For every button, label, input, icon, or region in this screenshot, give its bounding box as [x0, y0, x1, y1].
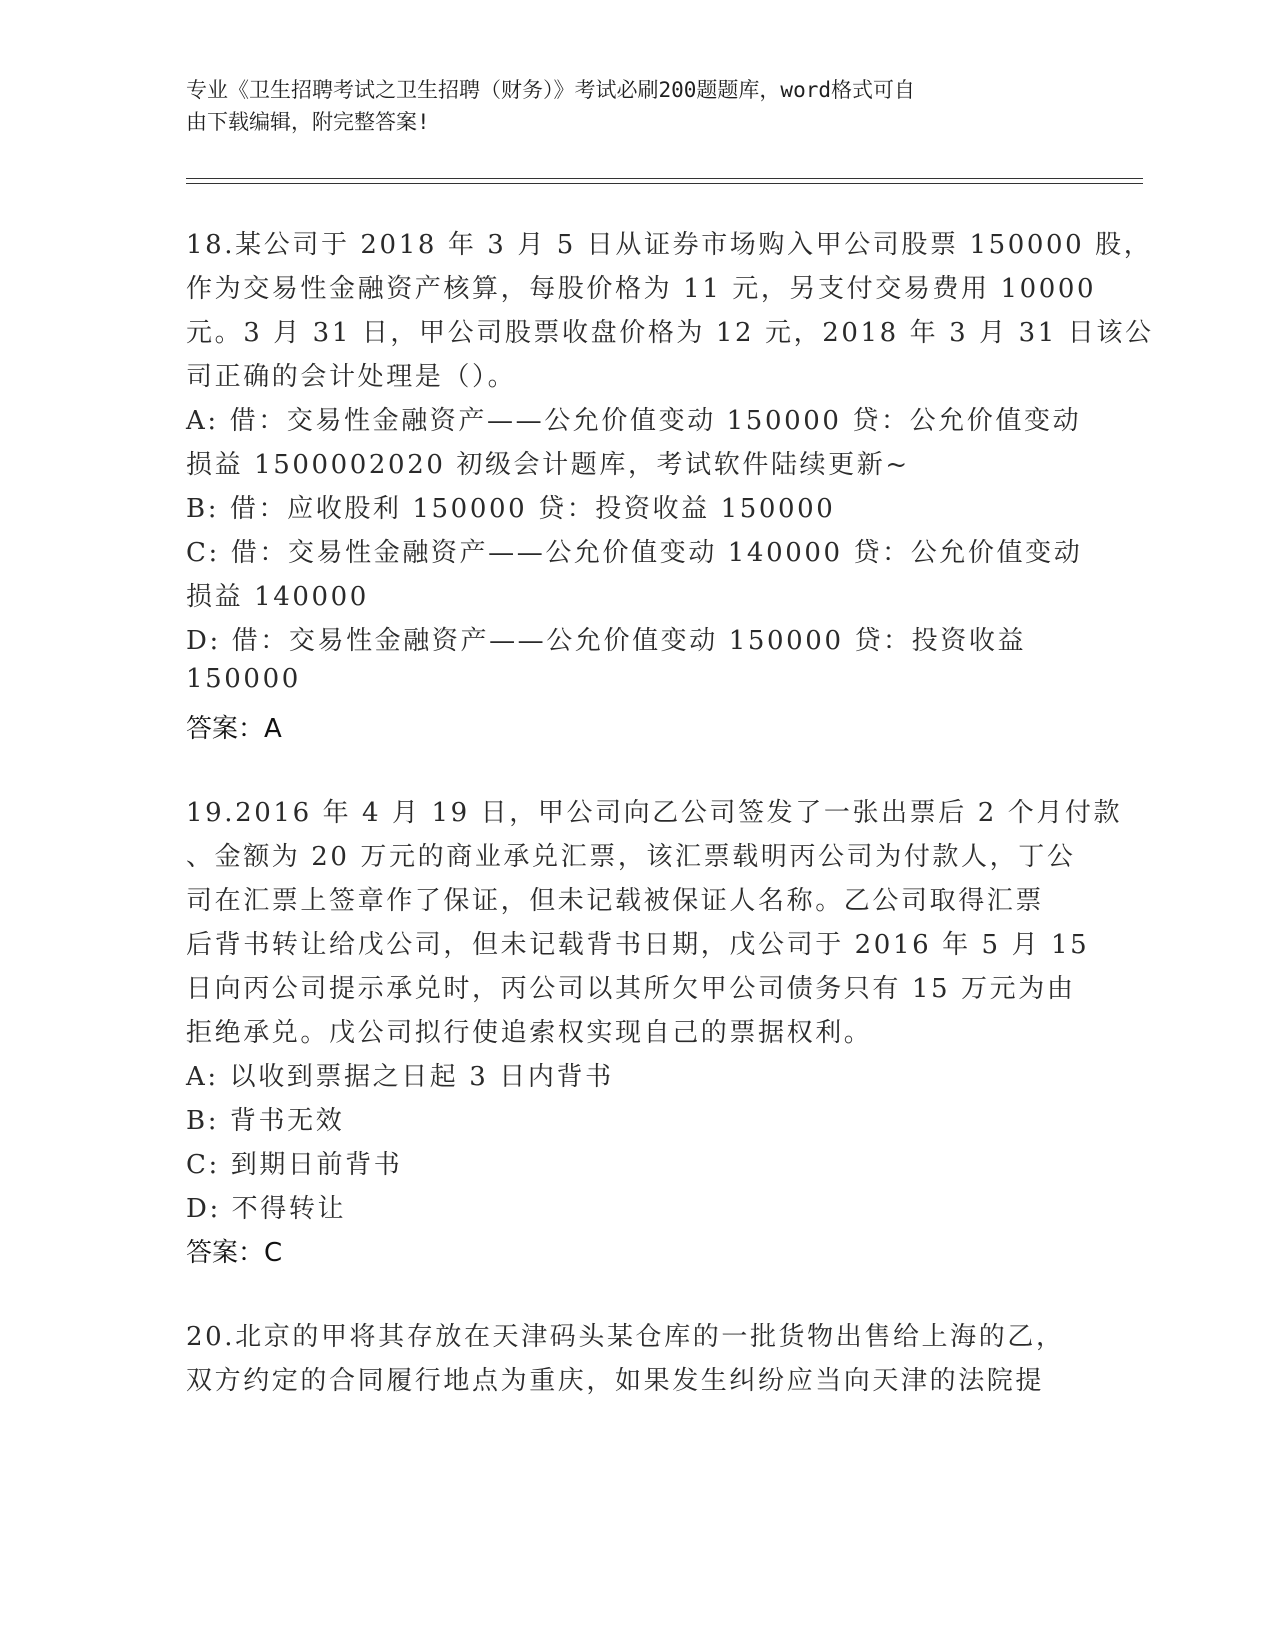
option-d: D: 不得转让: [186, 1194, 347, 1224]
option-c: C: 借：交易性金融资产——公允价值变动 140000 贷：公允价值变动: [186, 538, 1083, 568]
option-a: A: 借：交易性金融资产——公允价值变动 150000 贷：公允价值变动: [186, 406, 1082, 436]
question-text-line: 司在汇票上签章作了保证，但未记载被保证人名称。乙公司取得汇票: [186, 886, 1045, 916]
option-c-continued: 损益 140000: [186, 582, 369, 612]
question-text-line: 日向丙公司提示承兑时，丙公司以其所欠甲公司债务只有 15 万元为由: [186, 974, 1076, 1004]
option-a-continued: 损益 1500002020 初级会计题库，考试软件陆续更新~: [186, 450, 910, 480]
option-b: B: 背书无效: [186, 1106, 345, 1136]
header-line-1: 专业《卫生招聘考试之卫生招聘（财务）》考试必刷200题题库，word格式可自: [186, 78, 915, 102]
question-text-line: 、金额为 20 万元的商业承兑汇票，该汇票载明丙公司为付款人，丁公: [186, 842, 1076, 872]
option-d: D: 借：交易性金融资产——公允价值变动 150000 贷：投资收益: [186, 626, 1027, 656]
question-text-line: 作为交易性金融资产核算，每股价格为 11 元，另支付交易费用 10000: [186, 274, 1097, 304]
question-text-line: 元。3 月 31 日，甲公司股票收盘价格为 12 元，2018 年 3 月 31 日该公: [186, 318, 1154, 348]
option-d-continued: 150000: [186, 664, 301, 694]
question-text-line: 18.某公司于 2018 年 3 月 5 日从证券市场购入甲公司股票 150000 股，: [186, 230, 1153, 260]
question-text-line: 拒绝承兑。戊公司拟行使追索权实现自己的票据权利。: [186, 1018, 873, 1048]
question-text-line: 司正确的会计处理是（）。: [186, 362, 517, 392]
question-text-line: 双方约定的合同履行地点为重庆，如果发生纠纷应当向天津的法院提: [186, 1366, 1045, 1396]
question-text-line: 后背书转让给戊公司，但未记载背书日期，戊公司于 2016 年 5 月 15: [186, 930, 1090, 960]
answer-label: 答案：A: [186, 714, 282, 744]
answer-label: 答案：C: [186, 1238, 283, 1268]
option-b: B: 借：应收股利 150000 贷：投资收益 150000: [186, 494, 836, 524]
option-c: C: 到期日前背书: [186, 1150, 403, 1180]
question-text-line: 19.2016 年 4 月 19 日，甲公司向乙公司签发了一张出票后 2 个月付款: [186, 798, 1123, 828]
header-line-2: 由下载编辑，附完整答案!: [186, 110, 430, 134]
header-divider-bottom: [186, 183, 1143, 184]
header-divider-top: [186, 178, 1143, 179]
option-a: A: 以收到票据之日起 3 日内背书: [186, 1062, 614, 1092]
question-text-line: 20.北京的甲将其存放在天津码头某仓库的一批货物出售给上海的乙，: [186, 1322, 1065, 1352]
